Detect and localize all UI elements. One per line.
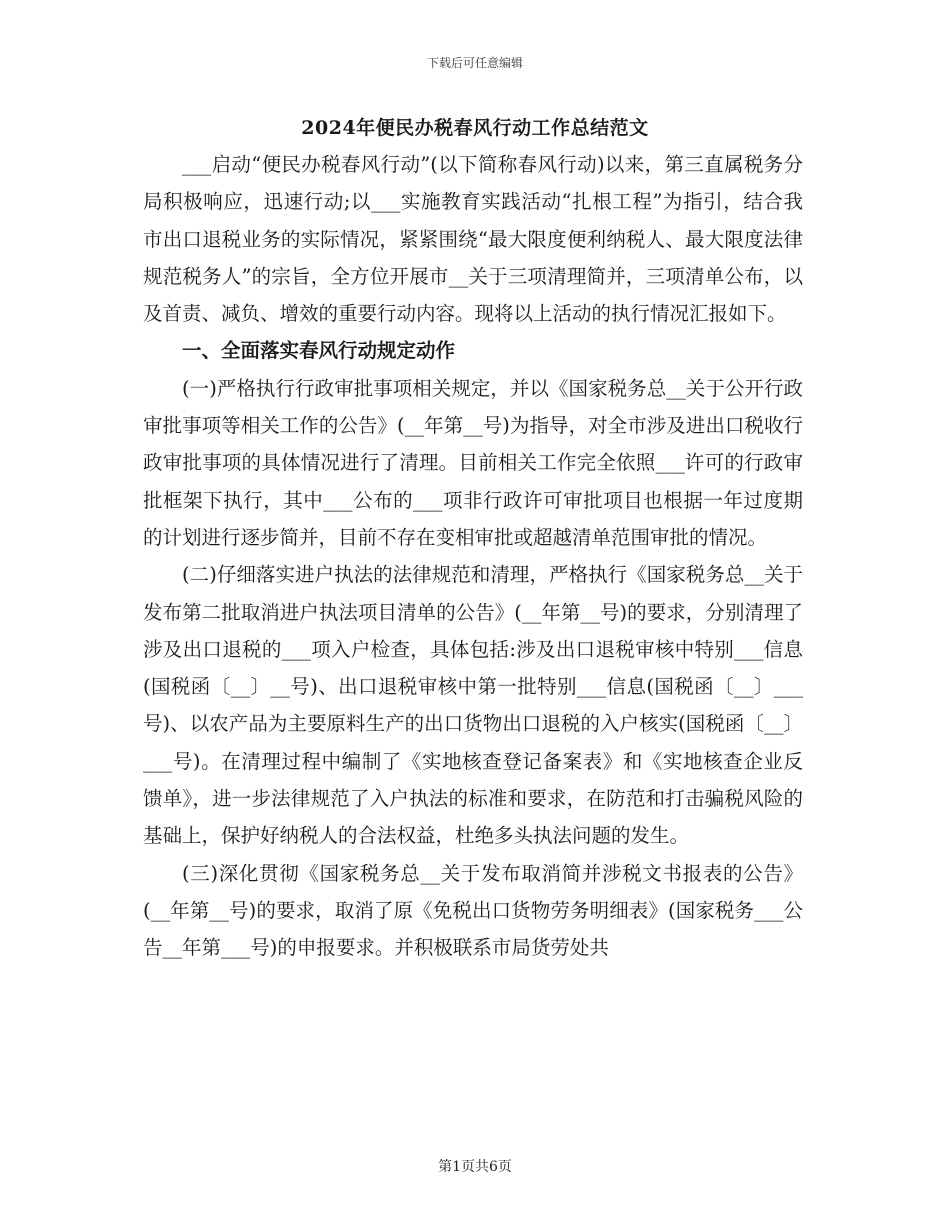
section-heading-1: 一、全面落实春风行动规定动作 xyxy=(182,339,456,363)
document-body xyxy=(143,146,803,967)
header-note: 下载后可任意编辑 xyxy=(426,56,523,70)
page-footer: 第1页共6页 xyxy=(438,1159,512,1175)
paragraph-item-3: (三)深化贯彻《国家税务总__关于发布取消简并涉税文书报表的公告》(__年第__号)的要求，取消了原《免税出口货物劳务明细表》(国家税务___公告__年第___号)的申报要求。并积极联系市局货劳处共 xyxy=(143,861,803,960)
paragraph-intro: ___启动“便民办税春风行动”(以下简称春风行动)以来，第三直属税务分局积极响应，迅速行动;以___实施教育实践活动“扎根工程”为指引，结合我市出口退税业务的实际情况，紧紧围绕“最大限度便利纳税人、最大限度法律规范税务人”的宗旨，全方位开展市__关于三项清理简并，三项清单公布，以及首责、减负、增效的重要行动内容。现将以上活动的执行情况汇报如下。 xyxy=(143,153,803,326)
paragraph-item-2: (二)仔细落实进户执法的法律规范和清理，严格执行《国家税务总__关于发布第二批取消进户执法项目清单的公告》(__年第__号)的要求，分别清理了涉及出口退税的___项入户检查，具体包括:涉及出口退税审核中特别___信息(国税函〔__〕__号)、出口退税审核中第一批特别___信息(国税函〔__〕___号)、以农产品为主要原料生产的出口货物出口退税的入户核实(国税函〔__〕___号)。在清理过程中编制了《实地核查登记备案表》和《实地核查企业反馈单》，进一步法律规范了入户执法的标准和要求，在防范和打击骗税风险的基础上，保护好纳税人的合法权益，杜绝多头执法问题的发生。 xyxy=(143,563,803,848)
page-title: 2024年便民办税春风行动工作总结范文 xyxy=(301,117,649,139)
paragraph-item-1: (一)严格执行行政审批事项相关规定，并以《国家税务总__关于公开行政审批事项等相关工作的公告》(__年第__号)为指导，对全市涉及进出口税收行政审批事项的具体情况进行了清理。目前相关工作完全依照___许可的行政审批框架下执行，其中___公布的___项非行政许可审批项目也根据一年过度期的计划进行逐步简并，目前不存在变相审批或超越清单范围审批的情况。 xyxy=(143,376,803,549)
